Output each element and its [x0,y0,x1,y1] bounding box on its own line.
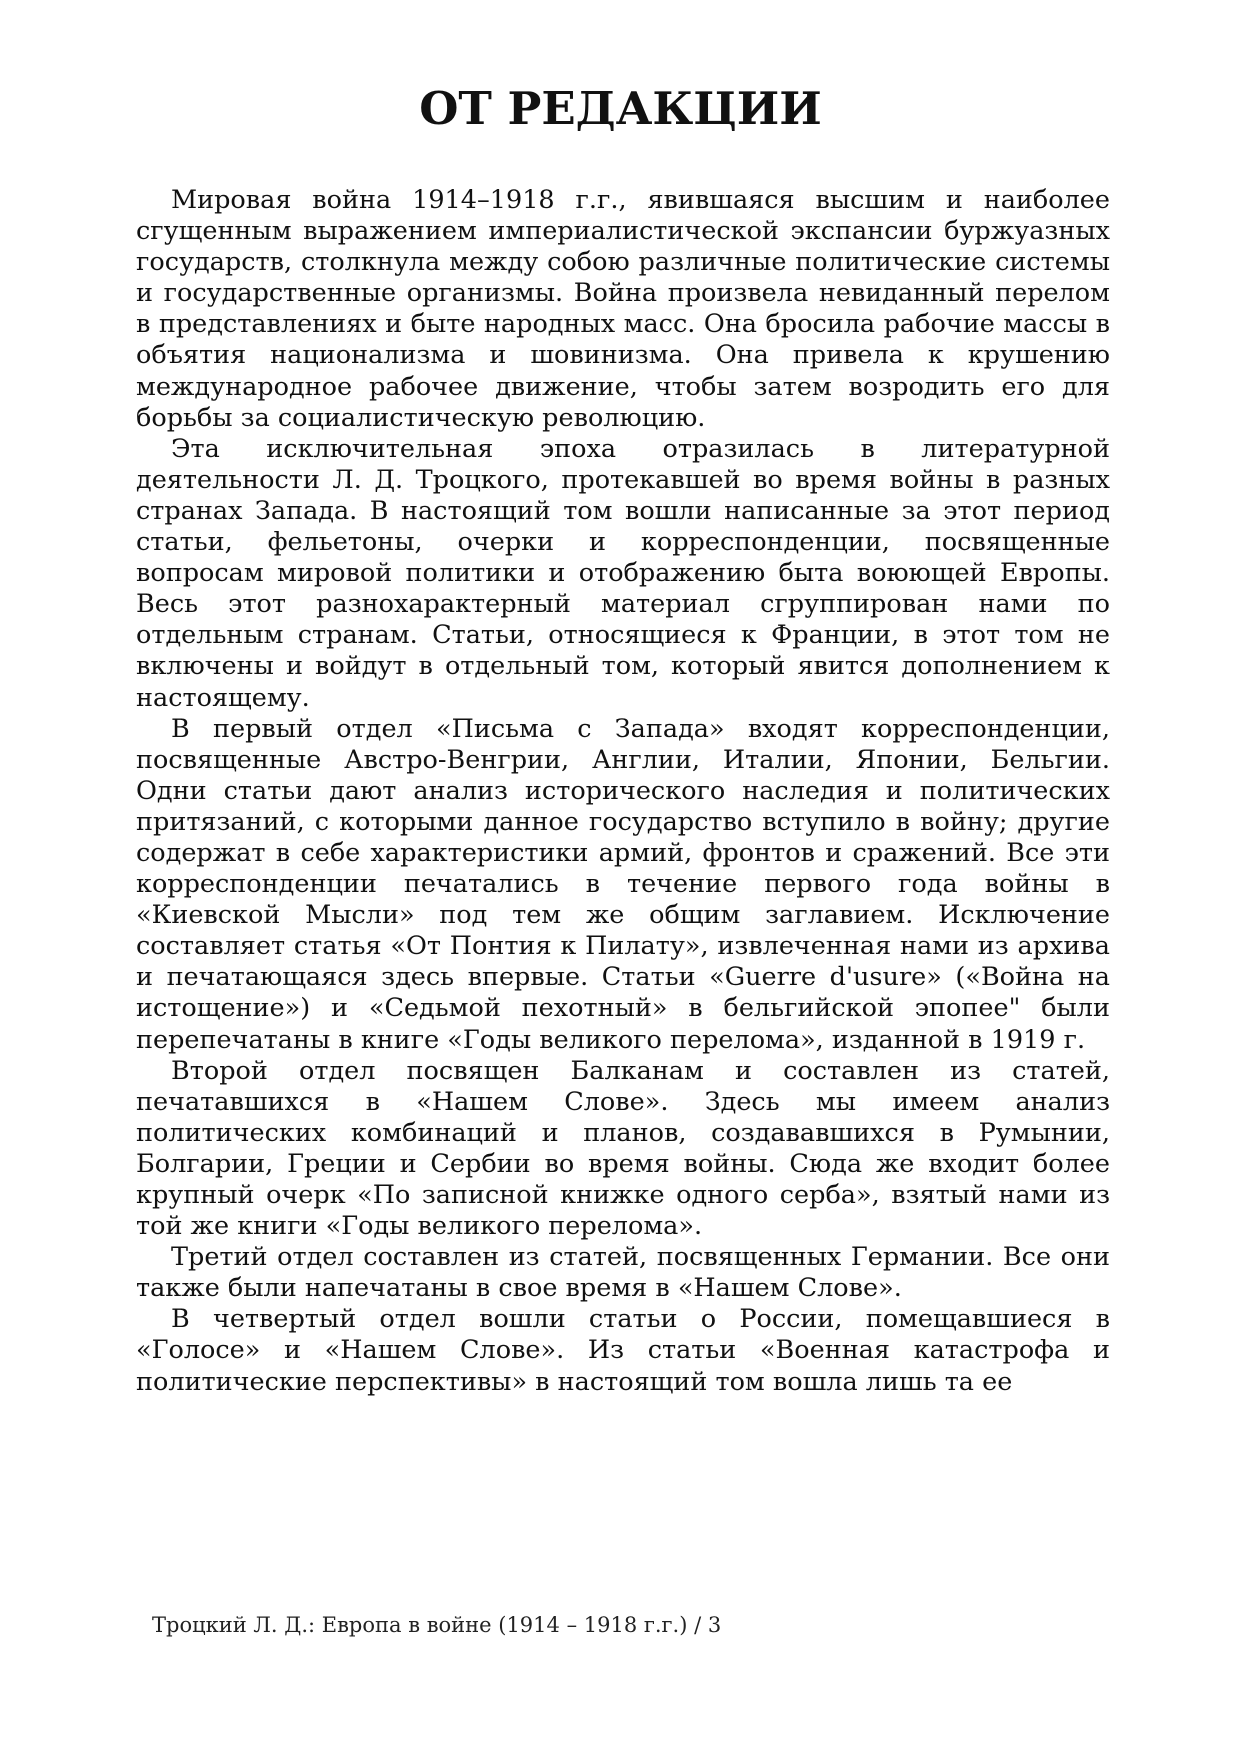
paragraph-1: Мировая война 1914–1918 г.г., явившаяся высшим и наиболее сгущенным выражением империалистической экспансии буржуазных государств, столкнула между собою различные политические системы и государственные организмы. Война произвела невиданный перелом в представлениях и быте народных масс. Она бросила рабочие массы в объятия национализма и шовинизма. Она привела к крушению международное рабочее движение, чтобы затем возродить его для борьбы за социалистическую революцию. [136,185,1110,433]
page-title: ОТ РЕДАКЦИИ [419,82,822,135]
paragraph-3: В первый отдел «Письма с Запада» входят корреспонденции, посвященные Австро-Венгрии, Англии, Италии, Японии, Бельгии. Одни статьи дают анализ исторического наследия и политических притязаний, с которыми данное государство вступило в войну; другие содержат в себе характеристики армий, фронтов и сражений. Все эти корреспонденции печатались в течение первого года войны в «Киевской Мысли» под тем же общим заглавием. Исключение составляет статья «От Понтия к Пилату», извлеченная нами из архива и печатающаяся здесь впервые. Статьи «Guerre d'usure» («Война на истощение») и «Седьмой пехотный» в бельгийской эпопее" были перепечатаны в книге «Годы великого перелома», изданной в 1919 г. [136,713,1110,1055]
paragraph-5: Третий отдел составлен из статей, посвященных Германии. Все они также были напечатаны в свое время в «Нашем Слове». [136,1242,1110,1304]
paragraph-6: В четвертый отдел вошли статьи о России, помещавшиеся в «Голосе» и «Нашем Слове». Из статьи «Военная катастрофа и политические перспективы» в настоящий том вошла лишь та ее [136,1304,1110,1397]
paragraph-2: Эта исключительная эпоха отразилась в литературной деятельности Л. Д. Троцкого, протекавшей во время войны в разных странах Запада. В настоящий том вошли написанные за этот период статьи, фельетоны, очерки и корреспонденции, посвященные вопросам мировой политики и отображению быта воюющей Европы. Весь этот разнохарактерный материал сгруппирован нами по отдельным странам. Статьи, относящиеся к Франции, в этот том не включены и войдут в отдельный том, который явится дополнением к настоящему. [136,433,1110,713]
page-footer: Троцкий Л. Д.: Европа в войне (1914 – 1918 г.г.) / 3 [152,1613,722,1637]
paragraph-4: Второй отдел посвящен Балканам и составлен из статей, печатавшихся в «Нашем Слове». Здесь мы имеем анализ политических комбинаций и планов, создававшихся в Румынии, Болгарии, Греции и Сербии во время войны. Сюда же входит более крупный очерк «По записной книжке одного серба», взятый нами из той же книги «Годы великого перелома». [136,1055,1110,1242]
body-text [136,185,1110,1398]
